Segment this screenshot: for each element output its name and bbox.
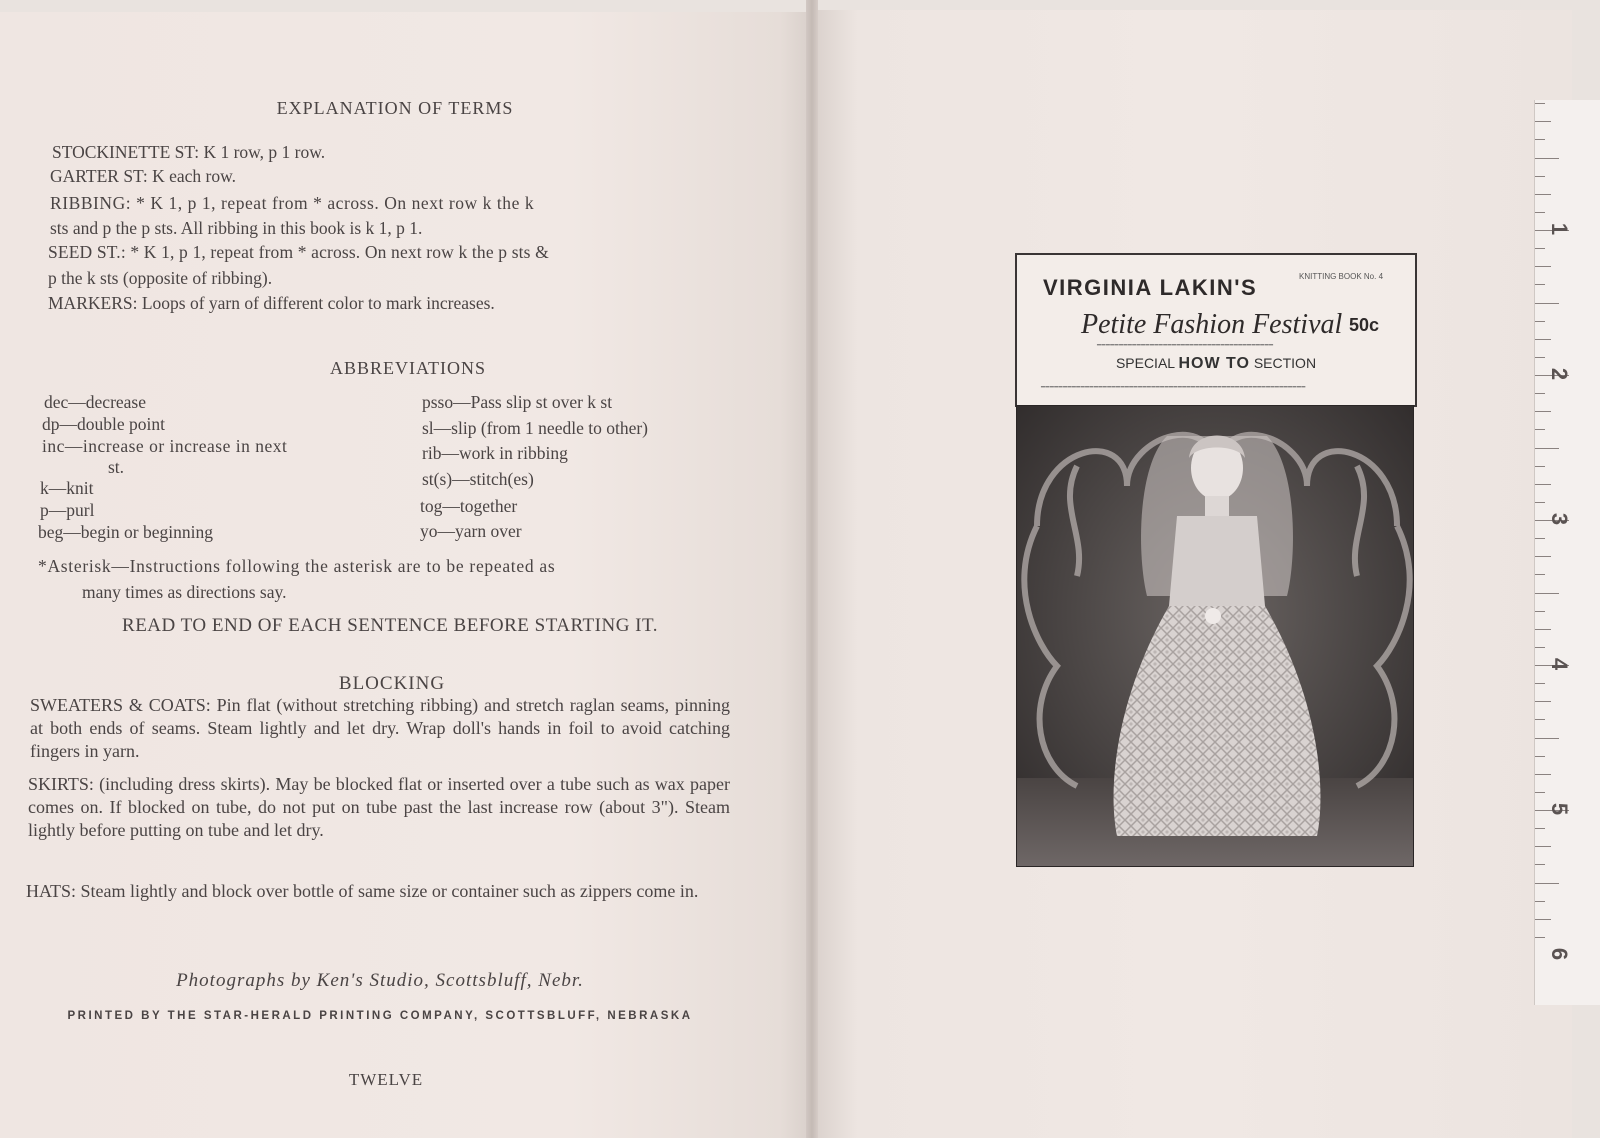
ruler-tick: [1535, 937, 1545, 938]
ruler-tick: [1535, 411, 1551, 412]
ruler-tick: [1535, 774, 1551, 775]
cover-fine-print: ━━━━━━━━━━━━━━━━━━━━━━━━━━━━━━━━━━━━━━━━: [1097, 342, 1274, 349]
ruler-tick: [1535, 864, 1545, 865]
ruler-number: 2: [1547, 367, 1573, 381]
abbreviations-heading: ABBREVIATIONS: [329, 358, 486, 378]
term-ribbing: RIBBING: * K 1, p 1, repeat from * across. On next row k the k: [50, 193, 535, 213]
cover-title: VIRGINIA LAKIN'S: [1043, 275, 1258, 300]
blocking-hats-text: HATS: Steam lightly and block over bottle of same size or container such as zippers come in.: [26, 881, 699, 901]
read-notice: READ TO END OF EACH SENTENCE BEFORE STARTING IT.: [122, 615, 658, 636]
ruler-tick: [1535, 103, 1545, 104]
ruler-tick: [1535, 629, 1551, 630]
cover-book-label: KNITTING BOOK No. 4: [1299, 272, 1384, 281]
ruler-tick: [1535, 828, 1545, 829]
ruler-tick: [1535, 883, 1559, 884]
cover-header: [1015, 253, 1417, 407]
abbr-inc-cont: st.: [108, 457, 125, 477]
ruler-tick: [1535, 429, 1545, 430]
ruler-tick: [1535, 647, 1545, 648]
blocking-heading: BLOCKING: [338, 673, 446, 694]
abbr-sts: st(s)—stitch(es): [422, 469, 534, 489]
ruler-tick: [1535, 303, 1559, 304]
abbr-beg: beg—begin or beginning: [38, 522, 213, 542]
ruler-tick: [1535, 121, 1551, 122]
ruler-tick: [1535, 611, 1545, 612]
term-seed: SEED ST.: * K 1, p 1, repeat from * across. On next row k the p sts &: [48, 242, 549, 262]
abbr-inc: inc—increase or increase in next: [42, 436, 288, 456]
ruler-tick: [1535, 448, 1559, 449]
asterisk-note-cont: many times as directions say.: [82, 582, 287, 602]
doll-bride-photo: [1016, 405, 1414, 867]
ruler-number: 5: [1547, 802, 1573, 816]
ruler-number: 4: [1547, 657, 1573, 671]
cover-fine-print-2: ━━━━━━━━━━━━━━━━━━━━━━━━━━━━━━━━━━━━━━━━━━━━━━━━━━━━━━━━━━━━: [1041, 384, 1306, 391]
abbr-yo: yo—yarn over: [420, 521, 522, 541]
ruler-tick: [1535, 846, 1551, 847]
ruler-tick: [1535, 284, 1545, 285]
abbr-sl: sl—slip (from 1 needle to other): [422, 418, 648, 438]
abbr-psso: psso—Pass slip st over k st: [422, 392, 613, 412]
ruler-tick: [1535, 484, 1551, 485]
ruler-tick: [1535, 719, 1545, 720]
ruler-tick: [1535, 266, 1551, 267]
term-garter: GARTER ST: K each row.: [50, 166, 237, 186]
ruler-tick: [1535, 919, 1551, 920]
ruler-number: 1: [1547, 222, 1573, 236]
cover-special-prefix: SPECIAL: [1115, 355, 1175, 371]
cover-special-bold: HOW TO: [1178, 355, 1250, 372]
ruler-tick: [1535, 556, 1551, 557]
ruler-tick: [1535, 792, 1545, 793]
ruler-tick: [1535, 756, 1545, 757]
abbr-p: p—purl: [40, 500, 95, 520]
abbr-k: k—knit: [40, 478, 94, 498]
abbr-dec: dec—decrease: [44, 392, 147, 412]
ruler-tick: [1535, 538, 1545, 539]
abbr-tog: tog—together: [420, 496, 518, 516]
ruler-tick: [1535, 357, 1545, 358]
ruler-tick: [1535, 901, 1545, 902]
ruler-tick: [1535, 738, 1559, 739]
page-number: TWELVE: [348, 1070, 424, 1089]
ruler-number: 6: [1547, 947, 1573, 961]
ruler-tick: [1535, 194, 1551, 195]
cover-script-title: Petite Fashion Festival: [1081, 309, 1343, 340]
ruler-tick: [1535, 393, 1545, 394]
term-markers: MARKERS: Loops of yarn of different color to mark increases.: [48, 293, 495, 313]
ruler-tick: [1535, 139, 1545, 140]
measuring-ruler: [1534, 100, 1600, 1005]
term-seed-cont: p the k sts (opposite of ribbing).: [48, 268, 273, 288]
ruler-tick: [1535, 593, 1559, 594]
ruler-tick: [1535, 248, 1545, 249]
blocking-skirts: [28, 773, 730, 842]
ruler-number: 3: [1547, 512, 1573, 526]
abbr-rib: rib—work in ribbing: [422, 443, 568, 463]
blocking-sweaters: [30, 694, 730, 763]
ruler-tick: [1535, 701, 1551, 702]
ruler-tick: [1535, 176, 1545, 177]
booklet-cover-image: [1015, 253, 1417, 867]
ruler-tick: [1535, 502, 1545, 503]
term-stockinette: STOCKINETTE ST: K 1 row, p 1 row.: [52, 142, 326, 162]
term-ribbing-cont: sts and p the p sts. All ribbing in this book is k 1, p 1.: [50, 218, 423, 238]
printer-credit: PRINTED BY THE STAR-HERALD PRINTING COMPANY, SCOTTSBLUFF, NEBRASKA: [67, 1010, 693, 1022]
blocking-sweaters-text: SWEATERS & COATS: Pin flat (without stretching ribbing) and stretch raglan seams, pinning at both ends of seams. Steam lightly and let dry. Wrap doll's hands in foil to avoid catching fingers in yarn.: [30, 695, 730, 761]
ruler-tick: [1535, 339, 1551, 340]
ruler-tick: [1535, 574, 1545, 575]
blocking-skirts-text: SKIRTS: (including dress skirts). May be blocked flat or inserted over a tube such as wax paper comes on. If blocked on tube, do not put on tube past the last increase row (about 3"). Steam lightly before putting on tube and let dry.: [28, 774, 730, 840]
asterisk-note: *Asterisk—Instructions following the asterisk are to be repeated as: [38, 556, 556, 576]
cover-special-suffix: SECTION: [1253, 355, 1317, 371]
ruler-tick: [1535, 321, 1545, 322]
cover-price: 50c: [1349, 315, 1380, 335]
ruler-tick: [1535, 683, 1545, 684]
blocking-hats: [26, 880, 730, 903]
ruler-tick: [1535, 158, 1559, 159]
abbr-dp: dp—double point: [42, 414, 165, 434]
photo-credit: Photographs by Ken's Studio, Scottsbluff, Nebr.: [176, 970, 584, 991]
explanation-heading: EXPLANATION OF TERMS: [276, 98, 514, 118]
ruler-tick: [1535, 212, 1545, 213]
cover-special-section: [1017, 355, 1415, 373]
ruler-tick: [1535, 466, 1545, 467]
